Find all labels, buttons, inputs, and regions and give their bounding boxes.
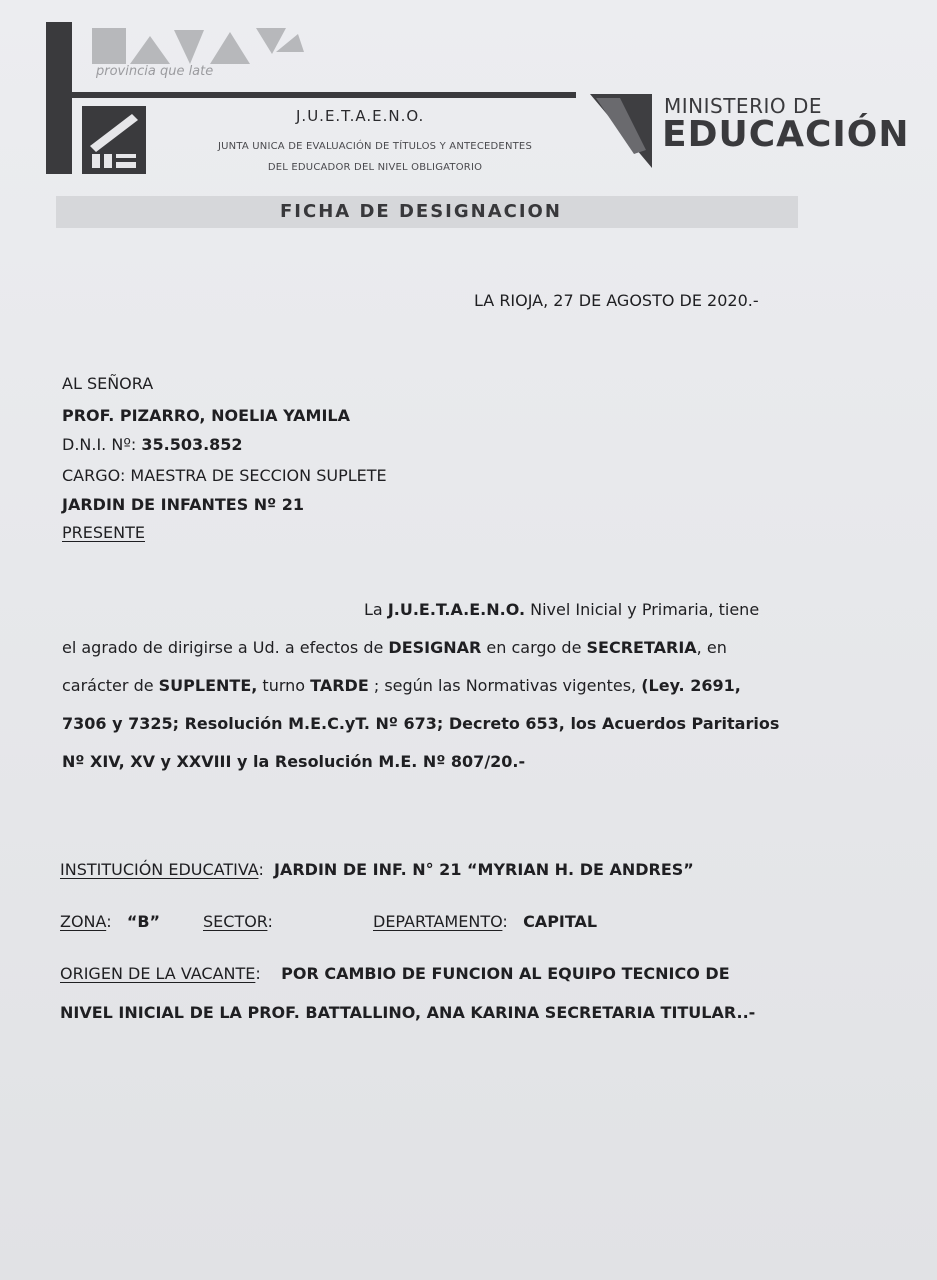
ministry-label: MINISTERIO DE (664, 94, 822, 118)
body-line-1 (62, 591, 786, 629)
zona-label: ZONA (60, 912, 107, 931)
body-cargo: SECRETARIA (586, 638, 697, 657)
origen-value-line-2: NIVEL INICIAL DE LA PROF. BATTALLINO, ANA KARINA SECRETARIA TITULAR..- (60, 1003, 756, 1022)
presente-label: PRESENTE (62, 523, 145, 542)
org-line-1: JUNTA UNICA DE EVALUACIÓN DE TÍTULOS Y ANTECEDENTES (217, 141, 533, 152)
date-line: LA RIOJA, 27 DE AGOSTO DE 2020.- (474, 291, 759, 310)
header-rule (72, 92, 576, 98)
body-line-2 (62, 629, 786, 667)
body-text: en cargo de (481, 638, 587, 657)
form-title: FICHA DE DESIGNACION (280, 201, 562, 222)
cargo-label: CARGO: (62, 466, 131, 485)
body-text: Nivel Inicial y Primaria, tiene (525, 600, 760, 619)
body-text: , en (696, 638, 727, 657)
body-line-4: 7306 y 7325; Resolución M.E.C.yT. Nº 673; Decreto 653, los Acuerdos Paritarios (62, 714, 780, 733)
origen-value-line-1: POR CAMBIO DE FUNCION AL EQUIPO TECNICO DE (281, 964, 730, 983)
body-designar: DESIGNAR (388, 638, 482, 657)
institucion-row: INSTITUCIÓN EDUCATIVA: JARDIN DE INF. N° 21 “MYRIAN H. DE ANDRES” (60, 860, 694, 879)
sector-field: SECTOR: (203, 912, 273, 931)
sector-label: SECTOR (203, 912, 268, 931)
dni-value: 35.503.852 (141, 435, 243, 454)
departamento-value: CAPITAL (523, 912, 598, 931)
body-ley: (Ley. 2691, (641, 676, 741, 695)
origen-label: ORIGEN DE LA VACANTE (60, 964, 256, 983)
addressee-dni (62, 435, 243, 454)
cargo-value: MAESTRA DE SECCION SUPLETE (130, 466, 387, 485)
logo-script-text: provincia que late (96, 64, 214, 79)
ministry-logo-icon (590, 94, 654, 170)
body-line-3 (62, 667, 786, 705)
zona-field: ZONA: “B” (60, 912, 161, 931)
addressee-school: JARDIN DE INFANTES Nº 21 (62, 495, 305, 514)
salutation: AL SEÑORA (62, 374, 154, 393)
org-line-2: DEL EDUCADOR DEL NIVEL OBLIGATORIO (267, 162, 483, 173)
body-text: ; según las Normativas vigentes, (368, 676, 642, 695)
addressee-cargo (62, 466, 387, 485)
body-text: carácter de (62, 676, 159, 695)
addressee-name: PROF. PIZARRO, NOELIA YAMILA (62, 406, 350, 425)
ministry-name: EDUCACIÓN (662, 114, 910, 155)
logo-left-bar (46, 22, 72, 174)
org-full-name (180, 136, 570, 178)
body-text: turno (257, 676, 311, 695)
body-org-acronym: J.U.E.T.A.E.N.O. (387, 600, 526, 619)
zona-value: “B” (126, 912, 161, 931)
juetaeno-emblem-icon (82, 106, 146, 174)
departamento-field: DEPARTAMENTO: CAPITAL (373, 912, 598, 931)
dni-label: D.N.I. Nº: (62, 435, 142, 454)
departamento-label: DEPARTAMENTO (373, 912, 503, 931)
body-text: el agrado de dirigirse a Ud. a efectos de (62, 638, 389, 657)
institucion-value: JARDIN DE INF. N° 21 “MYRIAN H. DE ANDRES” (274, 860, 694, 879)
institucion-label: INSTITUCIÓN EDUCATIVA (60, 860, 259, 879)
body-text: La (364, 600, 388, 619)
body-suplente: SUPLENTE, (158, 676, 258, 695)
body-line-5: Nº XIV, XV y XXVIII y la Resolución M.E. Nº 807/20.- (62, 752, 526, 771)
body-turno: TARDE (310, 676, 369, 695)
org-acronym: J.U.E.T.A.E.N.O. (296, 107, 425, 125)
body-paragraph (62, 591, 786, 781)
origen-row: ORIGEN DE LA VACANTE: POR CAMBIO DE FUNCION AL EQUIPO TECNICO DE (60, 964, 730, 983)
